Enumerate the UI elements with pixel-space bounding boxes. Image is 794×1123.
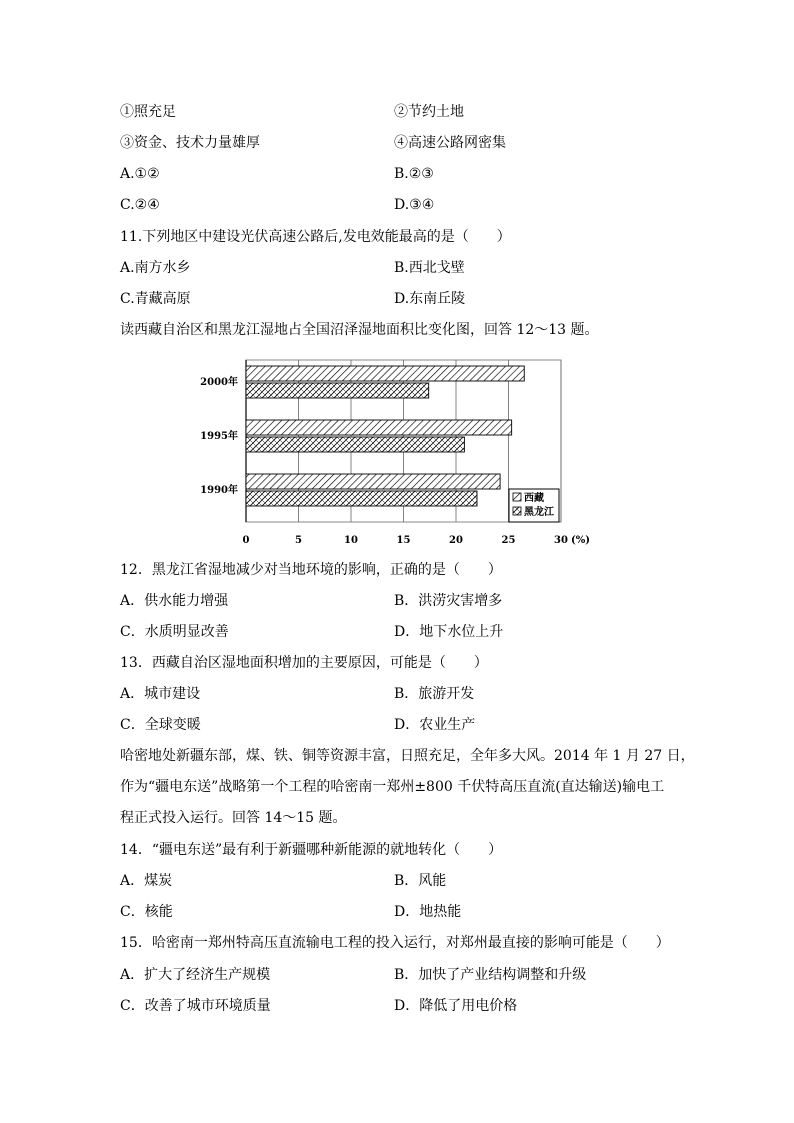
q15-choice-c: C．改善了城市环境质量: [120, 998, 271, 1014]
y-category-label: 2000年: [200, 377, 238, 388]
passage-line-3: 程正式投入运行。回答 14～15 题。: [120, 810, 347, 826]
bar-xizang-2: [246, 474, 500, 489]
q12-choice-d: D．地下水位上升: [394, 624, 504, 640]
bar-xizang-1: [246, 420, 512, 435]
q10-option-1: ①照充足: [120, 104, 176, 120]
x-tick-label: 5: [295, 535, 302, 546]
bar-heilongjiang-0: [246, 383, 429, 398]
q14-stem: 14．“疆电东送”最有利于新疆哪种新能源的就地转化（ ）: [120, 842, 503, 858]
q12-choice-c: C．水质明显改善: [120, 624, 229, 640]
q10-choice-c: C.②④: [120, 197, 160, 213]
bar-heilongjiang-2: [246, 491, 477, 506]
q13-choice-b: B．旅游开发: [394, 686, 475, 702]
q12-stem: 12．黑龙江省湿地减少对当地环境的影响，正确的是（ ）: [120, 562, 502, 578]
q11-choice-c: C.青藏高原: [120, 291, 191, 307]
q10-choice-a: A.①②: [120, 166, 160, 182]
q15-choice-b: B．加快了产业结构调整和升级: [394, 967, 587, 983]
legend-swatch-heilongjiang: [513, 507, 521, 515]
q15-choice-a: A．扩大了经济生产规模: [120, 967, 271, 983]
x-axis-unit: (%): [571, 535, 590, 546]
q14-choice-a: A．煤炭: [120, 873, 173, 889]
q15-stem: 15．哈密南一郑州特高压直流输电工程的投入运行，对郑州最直接的影响可能是（ ）: [120, 935, 670, 951]
x-tick-label: 0: [242, 535, 250, 546]
q12-choice-a: A．供水能力增强: [120, 593, 229, 609]
x-tick-label: 20: [449, 535, 463, 546]
q12-choice-b: B．洪涝灾害增多: [394, 593, 503, 609]
q10-choice-b: B.②③: [394, 166, 434, 182]
q10-option-4: ④高速公路网密集: [394, 135, 506, 151]
q11-stem: 11.下列地区中建设光伏高速公路后,发电效能最高的是（ ）: [120, 229, 511, 245]
q11-choice-b: B.西北戈壁: [394, 260, 465, 276]
wetland-bar-chart: [196, 350, 596, 550]
q15-choice-d: D．降低了用电价格: [394, 998, 518, 1014]
q13-choice-d: D．农业生产: [394, 717, 476, 733]
bar-xizang-0: [246, 366, 524, 381]
q14-choice-c: C．核能: [120, 904, 173, 920]
q10-choice-d: D.③④: [394, 197, 435, 213]
q14-choice-b: B．风能: [394, 873, 447, 889]
q13-choice-c: C．全球变暖: [120, 717, 201, 733]
q11-choice-a: A.南方水乡: [120, 260, 191, 276]
passage-line-2: 作为“疆电东送”战略第一个工程的哈密南一郑州±800 千伏特高压直流(直达输送)输电工: [120, 779, 665, 795]
passage-line-1: 哈密地处新疆东部，煤、铁、铜等资源丰富，日照充足，全年多大风。2014 年 1 月 27 日，: [120, 748, 695, 764]
q11-choice-d: D.东南丘陵: [394, 291, 466, 307]
chart-intro-text: 读西藏自治区和黑龙江湿地占全国沼泽湿地面积比变化图，回答 12～13 题。: [120, 322, 599, 338]
legend-swatch-xizang: [513, 493, 521, 501]
y-category-label: 1995年: [200, 431, 238, 442]
q13-choice-a: A．城市建设: [120, 686, 201, 702]
x-tick-label: 10: [344, 535, 358, 546]
bar-heilongjiang-1: [246, 437, 464, 452]
q14-choice-d: D．地热能: [394, 904, 462, 920]
legend-label-xizang: 西藏: [524, 493, 544, 504]
x-tick-label: 30: [554, 535, 568, 546]
q13-stem: 13．西藏自治区湿地面积增加的主要原因，可能是（ ）: [120, 655, 488, 671]
q10-option-2: ②节约土地: [394, 104, 464, 120]
legend-label-heilongjiang: 黑龙江: [524, 507, 554, 518]
x-tick-label: 15: [396, 535, 411, 546]
y-category-label: 1990年: [200, 485, 238, 496]
q10-option-3: ③资金、技术力量雄厚: [120, 135, 260, 151]
x-tick-label: 25: [501, 535, 516, 546]
